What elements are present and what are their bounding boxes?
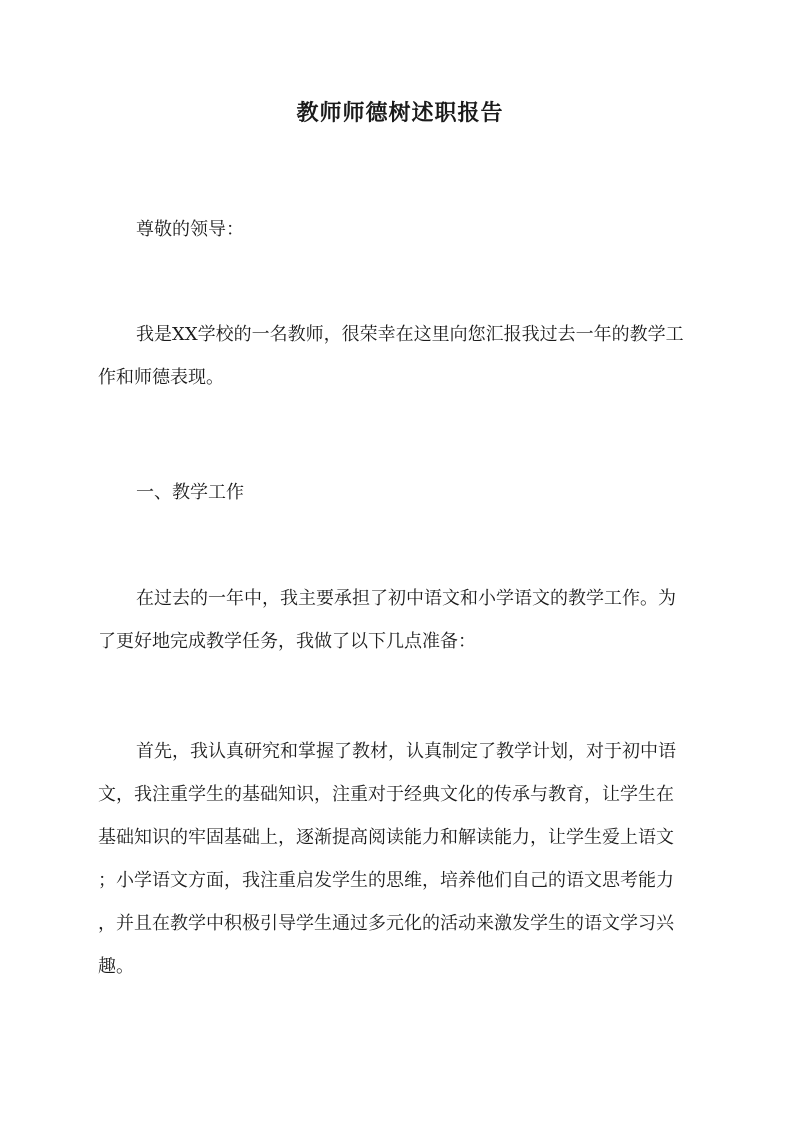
paragraph-line: ，并且在教学中积极引导学生通过多元化的活动来激发学生的语文学习兴 [98, 913, 674, 934]
section-paragraph [98, 577, 703, 663]
intro-paragraph [98, 313, 703, 399]
salutation [98, 208, 703, 251]
section-paragraph [98, 730, 703, 988]
paragraph-line: 趣。 [98, 956, 134, 977]
paragraph-line: 在过去的一年中，我主要承担了初中语文和小学语文的教学工作。为 [136, 588, 676, 609]
paragraph-line: 基础知识的牢固基础上，逐渐提高阅读能力和解读能力，让学生爱上语文 [98, 827, 674, 848]
paragraph-line: 我是XX学校的一名教师，很荣幸在这里向您汇报我过去一年的教学工 [136, 324, 684, 345]
paragraph-line: 文，我注重学生的基础知识，注重对于经典文化的传承与教育，让学生在 [98, 784, 674, 805]
document-title: 教师师德树述职报告 [296, 100, 504, 126]
salutation-text: 尊敬的领导： [136, 219, 244, 240]
section-heading [98, 471, 703, 514]
paragraph-line: 了更好地完成教学任务，我做了以下几点准备： [98, 631, 476, 652]
paragraph-line: 首先，我认真研究和掌握了教材，认真制定了教学计划，对于初中语 [136, 741, 676, 762]
paragraph-line: ；小学语文方面，我注重启发学生的思维，培养他们自己的语文思考能力 [98, 870, 674, 891]
section-heading-text: 一、教学工作 [136, 482, 244, 503]
paragraph-line: 作和师德表现。 [98, 367, 224, 388]
